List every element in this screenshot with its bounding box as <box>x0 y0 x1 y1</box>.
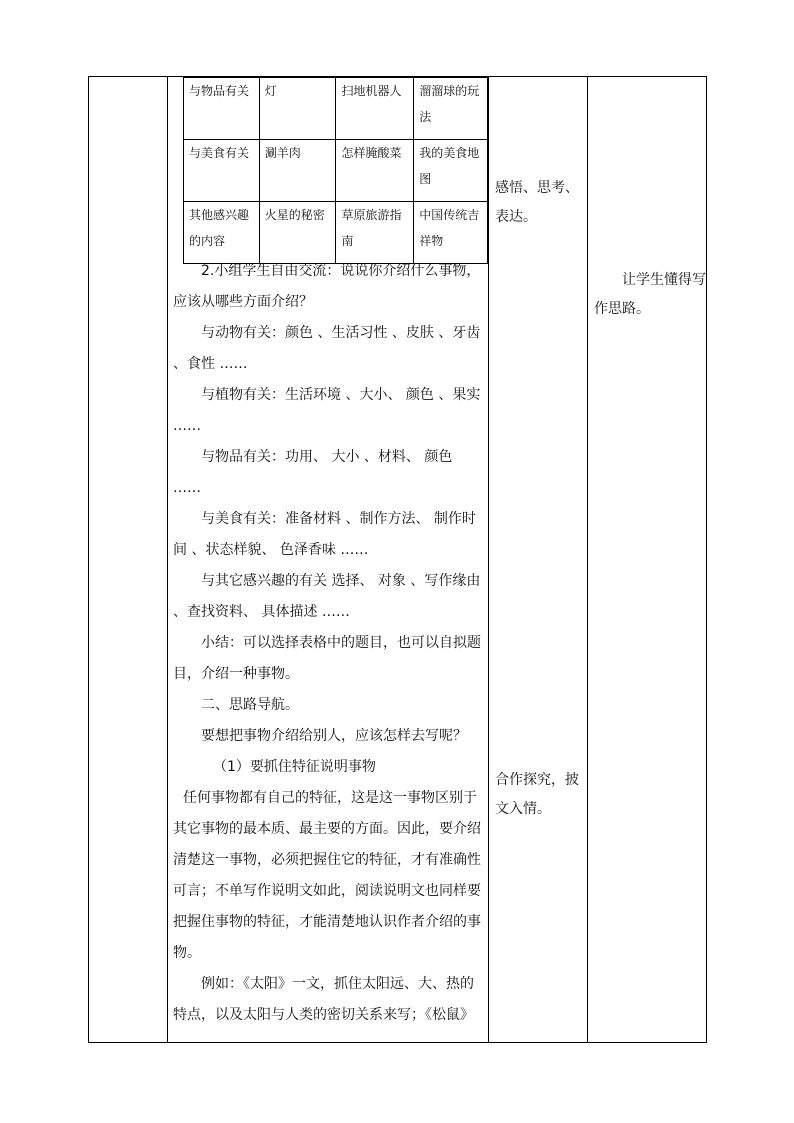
paragraph: 与美食有关：准备材料 、制作方法、 制作时间 、状态样貌、 色泽香味 …… <box>173 511 476 558</box>
activity-cell-2 <box>495 766 585 824</box>
paragraph: 要想把事物介绍给别人，应该怎样去写呢？ <box>201 728 467 744</box>
table-cell: 草原旅游指南 <box>336 202 414 264</box>
table-row <box>184 140 488 202</box>
paragraph: 二、思路导航。 <box>201 697 299 713</box>
activity-cell-1 <box>495 174 583 232</box>
paragraph: 与动物有关：颜色 、生活习性 、皮肤 、牙齿 、食性 …… <box>173 325 481 372</box>
paragraph: 与物品有关：功用、 大小 、材料、 颜色 …… <box>173 449 453 496</box>
column-divider <box>488 76 489 1043</box>
table-cell: 溜溜球的玩法 <box>414 78 488 140</box>
paragraph: 与其它感兴趣的有关 选择、 对象 、写作缘由 、查找资料、 具体描述 …… <box>173 573 481 620</box>
table-cell: 火星的秘密 <box>259 202 336 264</box>
table-cell: 扫地机器人 <box>336 78 414 140</box>
lesson-content <box>173 256 483 1031</box>
table-cell: 与美食有关 <box>184 140 260 202</box>
activity-text: 合作探究，披文入情。 <box>495 772 579 817</box>
paragraph: 小结：可以选择表格中的题目，也可以自拟题目，介绍一种事物。 <box>173 635 481 682</box>
activity-text: 感悟、思考、表达。 <box>495 180 579 225</box>
paragraph: （1）要抓住特征说明事物 <box>213 759 376 775</box>
intent-text: 让学生懂得写作思路。 <box>594 272 706 317</box>
table-cell: 与物品有关 <box>184 78 260 140</box>
table-row <box>184 78 488 140</box>
column-divider <box>167 76 168 1043</box>
table-cell: 其他感兴趣的内容 <box>184 202 260 264</box>
paragraph: 任何事物都有自己的特征，这是这一事物区别于其它事物的最本质、最主要的方面。因此，要介绍清楚这一事物，必须把握住它的特征，才有准确性可言；不单写作说明文如此，阅读说明文也同样要把握住事物的特征，才能清楚地认识作者介绍的事物。 <box>173 790 481 961</box>
column-divider <box>587 76 588 1043</box>
topic-table <box>183 77 488 264</box>
table-cell: 中国传统吉祥物 <box>414 202 488 264</box>
paragraph: 2.小组学生自由交流：说说你介绍什么事物，应该从哪些方面介绍？ <box>173 263 481 310</box>
table-cell: 涮羊肉 <box>259 140 336 202</box>
table-cell: 我的美食地图 <box>414 140 488 202</box>
table-cell: 灯 <box>259 78 336 140</box>
table-row <box>184 202 488 264</box>
intent-cell <box>594 266 706 324</box>
table-cell: 怎样腌酸菜 <box>336 140 414 202</box>
paragraph: 与植物有关：生活环境 、大小、 颜色 、果实 …… <box>173 387 481 434</box>
paragraph: 例如：《太阳》一文，抓住太阳远、大、热的特点，以及太阳与人类的密切关系来写；《松鼠》 <box>173 976 474 1023</box>
